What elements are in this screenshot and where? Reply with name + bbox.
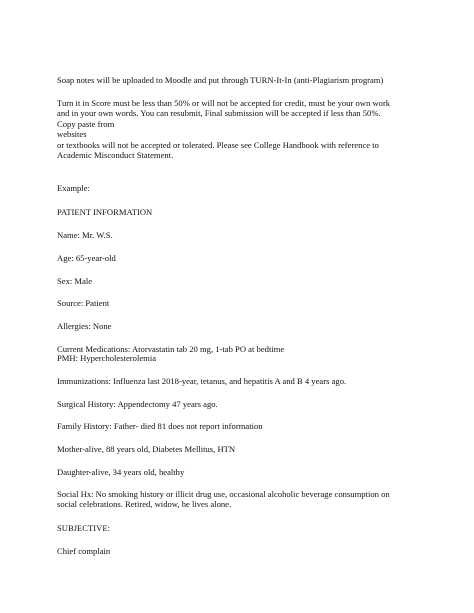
patient-age: Age: 65-year-old bbox=[57, 253, 116, 263]
past-medical-history: PMH: Hypercholesterolemia bbox=[57, 353, 157, 363]
patient-information-heading: PATIENT INFORMATION bbox=[57, 207, 153, 217]
policy-line: Academic Misconduct Statement. bbox=[57, 150, 174, 161]
patient-name: Name: Mr. W.S. bbox=[57, 230, 113, 240]
current-medications: Current Medications: Atorvastatin tab 20 mg, 1-tab PO at bedtime bbox=[57, 344, 285, 354]
patient-source: Source: Patient bbox=[57, 298, 110, 308]
mother-history: Mother-alive, 88 years old, Diabetes Mellitus, HTN bbox=[57, 444, 236, 454]
policy-line: Copy paste from bbox=[57, 118, 115, 129]
daughter-history: Daughter-alive, 34 years old, healthy bbox=[57, 467, 185, 477]
policy-line: and in your own words. You can resubmit, Final submission will be accepted if less than 50%. bbox=[57, 108, 381, 119]
policy-line: Turn it in Score must be less than 50% or will not be accepted for credit, must be your own work bbox=[57, 98, 391, 108]
policy-line: or textbooks will not be accepted or tolerated. Please see College Handbook with reference to bbox=[57, 139, 379, 150]
surgical-history: Surgical History: Appendectomy 47 years ago. bbox=[57, 399, 218, 409]
subjective-heading: SUBJECTIVE: bbox=[57, 523, 110, 533]
social-history-paragraph bbox=[57, 489, 427, 510]
policy-paragraph bbox=[57, 98, 427, 160]
policy-line: websites bbox=[57, 129, 87, 140]
example-label: Example: bbox=[57, 183, 90, 193]
chief-complaint: Chief complain bbox=[57, 546, 111, 556]
immunizations: Immunizations: Influenza last 2018-year, tetanus, and hepatitis A and B 4 years ago. bbox=[57, 376, 347, 386]
patient-sex: Sex: Male bbox=[57, 276, 93, 286]
intro-paragraph: Soap notes will be uploaded to Moodle and put through TURN-It-In (anti-Plagiarism program) bbox=[57, 75, 384, 85]
social-history-line: Social Hx: No smoking history or illicit drug use, occasional alcoholic beverage consumption on bbox=[57, 489, 390, 499]
social-history-line: social celebrations. Retired, widow, he lives alone. bbox=[57, 499, 232, 510]
family-history: Family History: Father- died 81 does not report information bbox=[57, 421, 263, 431]
patient-allergies: Allergies: None bbox=[57, 321, 112, 331]
